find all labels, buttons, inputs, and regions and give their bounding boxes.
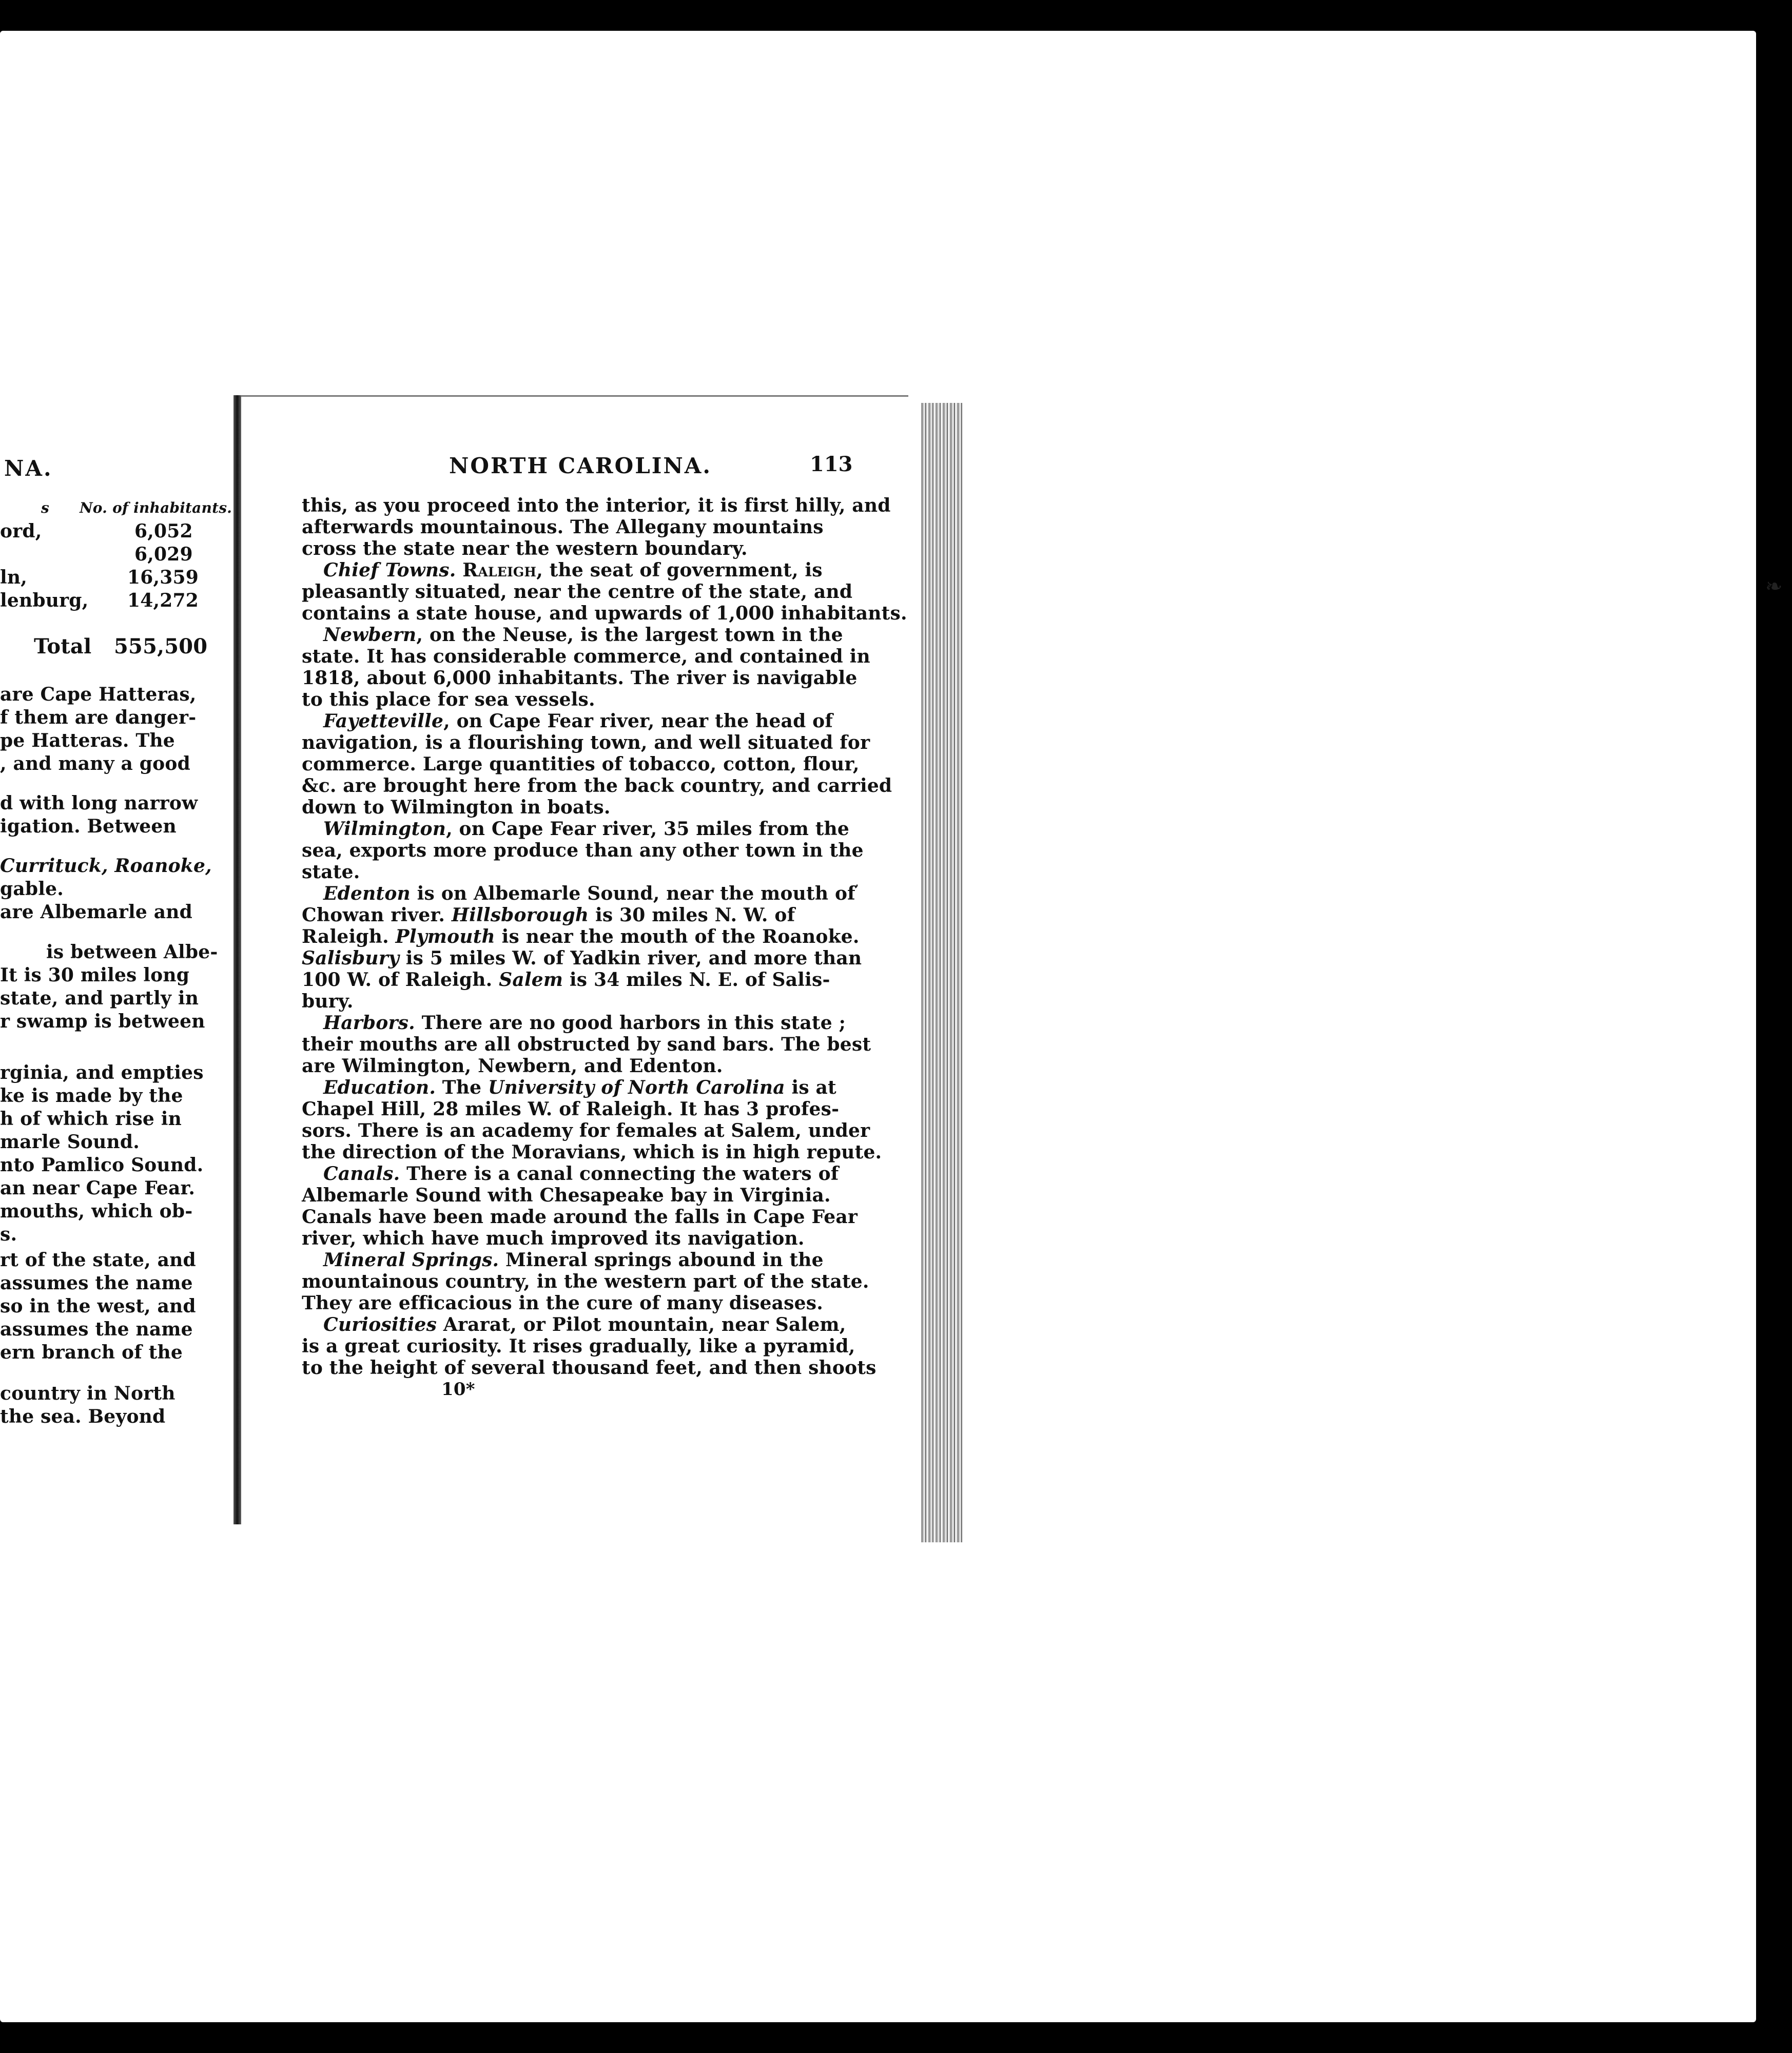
text-line: Harbors. There are no good harbors in this state ; <box>323 1012 846 1034</box>
table-row-name: ord, <box>0 520 42 542</box>
text-line: pe Hatteras. The <box>0 730 175 751</box>
text-line: &c. are brought here from the back country, and carried <box>302 775 892 797</box>
text-line: their mouths are all obstructed by sand bars. The best <box>302 1034 871 1055</box>
text-line: this, as you proceed into the interior, it is first hilly, and <box>302 495 891 516</box>
text-line: the direction of the Moravians, which is in high repute. <box>302 1141 882 1163</box>
text-line: 100 W. of Raleigh. Salem is 34 miles N. E. of Salis- <box>302 969 830 991</box>
signature-mark: 10* <box>441 1379 475 1400</box>
text-line: sors. There is an academy for females at Salem, under <box>302 1120 870 1141</box>
text-line: Albemarle Sound with Chesapeake bay in Virginia. <box>302 1185 831 1206</box>
text-line: mouths, which ob- <box>0 1200 193 1222</box>
text-line: so in the west, and <box>0 1295 196 1317</box>
text-line: It is 30 miles long <box>0 964 190 986</box>
text-line: Currituck, Roanoke, <box>0 855 212 877</box>
table-heading: No. of inhabitants. <box>80 499 232 516</box>
text-line: f them are danger- <box>0 707 197 728</box>
text-line: river, which have much improved its navigation. <box>302 1228 805 1249</box>
text-line: Newbern, on the Neuse, is the largest town in the <box>323 624 843 646</box>
text-line: , and many a good <box>0 753 190 774</box>
table-row-value: 16,359 <box>127 567 199 588</box>
text-line: an near Cape Fear. <box>0 1177 196 1199</box>
text-line: rt of the state, and <box>0 1249 196 1271</box>
text-line: r swamp is between <box>0 1011 205 1032</box>
right-page <box>241 395 908 1531</box>
scan-artifact: , <box>854 873 860 890</box>
text-line: ern branch of the <box>0 1342 183 1363</box>
text-line: state. <box>302 861 360 883</box>
text-line: rginia, and empties <box>0 1062 204 1083</box>
text-line: is a great curiosity. It rises gradually, like a pyramid, <box>302 1335 855 1357</box>
table-row-value: 6,029 <box>134 544 193 565</box>
text-line: navigation, is a flourishing town, and well situated for <box>302 732 870 753</box>
table-row-value: 14,272 <box>127 590 199 611</box>
book-page-edges <box>921 403 962 1542</box>
text-line: the sea. Beyond <box>0 1406 166 1427</box>
text-line: Raleigh. Plymouth is near the mouth of the Roanoke. <box>302 926 860 947</box>
text-line: bury. <box>302 991 354 1012</box>
text-line: are Albemarle and <box>0 901 192 923</box>
text-line: state. It has considerable commerce, and contained in <box>302 646 870 667</box>
text-line: Fayetteville, on Cape Fear river, near the head of <box>323 710 833 732</box>
text-line: 1818, about 6,000 inhabitants. The river is navigable <box>302 667 858 689</box>
text-line: is between Albe- <box>46 941 218 963</box>
text-line: mountainous country, in the western part of the state. <box>302 1271 869 1292</box>
text-line: Wilmington, on Cape Fear river, 35 miles from the <box>323 818 850 840</box>
text-line: Curiosities Ararat, or Pilot mountain, near Salem, <box>323 1314 846 1335</box>
text-line: gable. <box>0 878 64 900</box>
text-line: d with long narrow <box>0 792 198 814</box>
text-line: contains a state house, and upwards of 1,000 inhabitants. <box>302 603 907 624</box>
text-line: pleasantly situated, near the centre of the state, and <box>302 581 853 603</box>
text-line: cross the state near the western boundary. <box>302 538 748 559</box>
text-line: afterwards mountainous. The Allegany mountains <box>302 516 824 538</box>
text-line: country in North <box>0 1383 176 1404</box>
table-row-name: ln, <box>0 567 27 588</box>
text-line: assumes the name <box>0 1319 193 1340</box>
running-header: NORTH CAROLINA. <box>449 453 712 478</box>
text-line: are Wilmington, Newbern, and Edenton. <box>302 1055 723 1077</box>
table-heading-prefix: s <box>41 499 49 516</box>
text-line: nto Pamlico Sound. <box>0 1154 204 1176</box>
text-line: Canals have been made around the falls in Cape Fear <box>302 1206 858 1228</box>
text-line: Education. The University of North Carolina is at <box>323 1077 836 1098</box>
text-line: s. <box>0 1224 17 1245</box>
scan-artifact: ❧ <box>1765 575 1783 598</box>
text-line: Chowan river. Hillsborough is 30 miles N. W. of <box>302 904 795 926</box>
text-line: Canals. There is a canal connecting the waters of <box>323 1163 839 1185</box>
total-label: Total <box>34 634 92 658</box>
text-line: Chief Towns. Raleigh, the seat of government, is <box>323 559 823 581</box>
table-row-name: lenburg, <box>0 590 89 611</box>
text-line: commerce. Large quantities of tobacco, cotton, flour, <box>302 753 860 775</box>
total-value: 555,500 <box>114 634 208 658</box>
text-line: marle Sound. <box>0 1131 140 1153</box>
text-line: to the height of several thousand feet, and then shoots <box>302 1357 876 1379</box>
text-line: Mineral Springs. Mineral springs abound in the <box>323 1249 824 1271</box>
text-line: are Cape Hatteras, <box>0 684 197 705</box>
text-line: They are efficacious in the cure of many diseases. <box>302 1292 823 1314</box>
text-line: igation. Between <box>0 816 177 837</box>
text-line: down to Wilmington in boats. <box>302 797 611 818</box>
text-line: sea, exports more produce than any other town in the <box>302 840 864 861</box>
text-line: ke is made by the <box>0 1085 183 1107</box>
table-row-value: 6,052 <box>134 520 193 542</box>
left-page-header: NA. <box>4 456 53 481</box>
text-line: to this place for sea vessels. <box>302 689 595 710</box>
text-line: state, and partly in <box>0 987 199 1009</box>
left-page <box>0 395 241 1524</box>
text-line: assumes the name <box>0 1272 193 1294</box>
text-line: h of which rise in <box>0 1108 182 1130</box>
text-line: Chapel Hill, 28 miles W. of Raleigh. It has 3 profes- <box>302 1098 840 1120</box>
page-number: 113 <box>810 452 853 476</box>
text-line: Edenton is on Albemarle Sound, near the mouth of <box>323 883 855 904</box>
text-line: Salisbury is 5 miles W. of Yadkin river, and more than <box>302 947 862 969</box>
